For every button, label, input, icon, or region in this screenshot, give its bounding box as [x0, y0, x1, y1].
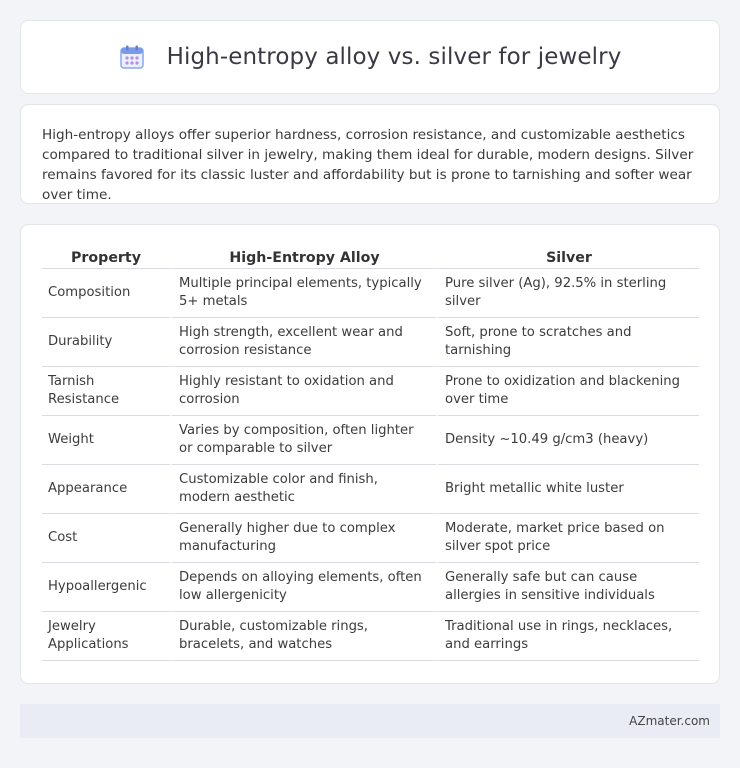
- table-row: [42, 318, 699, 367]
- title-card: [20, 20, 720, 94]
- alloy-cell: Varies by composition, often lighter or comparable to silver: [170, 416, 436, 465]
- table-row: [42, 367, 699, 416]
- alloy-cell: Multiple principal elements, typically 5+ metals: [170, 269, 436, 318]
- table-header-row: [42, 247, 699, 269]
- property-cell: Hypoallergenic: [42, 563, 170, 612]
- silver-cell: Generally safe but can cause allergies in sensitive individuals: [436, 563, 699, 612]
- alloy-cell: High strength, excellent wear and corrosion resistance: [170, 318, 436, 367]
- property-cell: Tarnish Resistance: [42, 367, 170, 416]
- page-title: High-entropy alloy vs. silver for jewelry: [166, 44, 622, 70]
- alloy-cell: Depends on alloying elements, often low allergenicity: [170, 563, 436, 612]
- table-row: [42, 514, 699, 563]
- silver-cell: Density ~10.49 g/cm3 (heavy): [436, 416, 699, 465]
- silver-cell: Prone to oxidization and blackening over time: [436, 367, 699, 416]
- silver-cell: Soft, prone to scratches and tarnishing: [436, 318, 699, 367]
- footer-brand: AZmater.com: [629, 714, 710, 728]
- silver-cell: Bright metallic white luster: [436, 465, 699, 514]
- property-cell: Cost: [42, 514, 170, 563]
- silver-cell: Moderate, market price based on silver spot price: [436, 514, 699, 563]
- table-row: [42, 612, 699, 661]
- alloy-cell: Durable, customizable rings, bracelets, and watches: [170, 612, 436, 661]
- footer: [20, 704, 720, 738]
- table-row: [42, 416, 699, 465]
- summary-card: [20, 104, 720, 204]
- comparison-table-card: [20, 224, 720, 684]
- property-cell: Composition: [42, 269, 170, 318]
- silver-cell: Traditional use in rings, necklaces, and earrings: [436, 612, 699, 661]
- table-row: [42, 563, 699, 612]
- summary-text: High-entropy alloys offer superior hardness, corrosion resistance, and customizable aesthetics compared to traditional silver in jewelry, making them ideal for durable, modern designs. Silver remains favored for its classic luster and affordability but is prone to tarnishing and softer wear over time.: [42, 127, 694, 203]
- silver-cell: Pure silver (Ag), 92.5% in sterling silver: [436, 269, 699, 318]
- property-cell: Durability: [42, 318, 170, 367]
- property-cell: Appearance: [42, 465, 170, 514]
- alloy-cell: Generally higher due to complex manufacturing: [170, 514, 436, 563]
- header-silver: Silver: [436, 247, 699, 269]
- property-cell: Weight: [42, 416, 170, 465]
- header-high-entropy-alloy: High-Entropy Alloy: [170, 247, 436, 269]
- alloy-cell: Highly resistant to oxidation and corrosion: [170, 367, 436, 416]
- table-row: [42, 465, 699, 514]
- alloy-cell: Customizable color and finish, modern aesthetic: [170, 465, 436, 514]
- property-cell: Jewelry Applications: [42, 612, 170, 661]
- table-row: [42, 269, 699, 318]
- calendar-icon: [119, 44, 145, 70]
- header-property: Property: [42, 247, 170, 269]
- comparison-table: [42, 247, 699, 661]
